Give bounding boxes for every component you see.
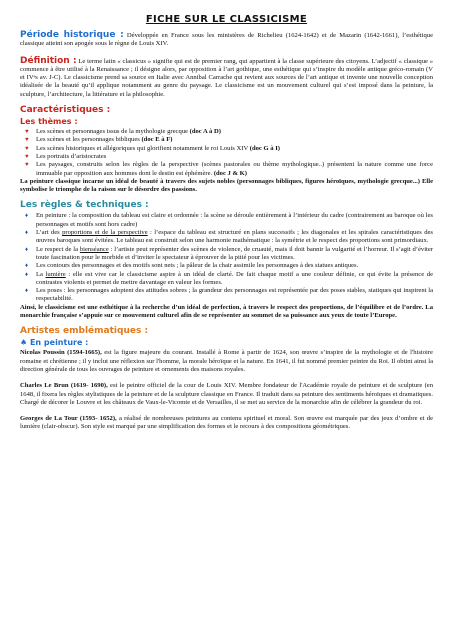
list-item: ♥ Les scènes et personnages issus de la mythologie grecque (doc A à D) [25,128,221,136]
list-item: ♥ Les scènes historiques et allégoriques qui glorifient notamment le roi Louis XIV (doc G à I) [25,144,280,152]
artist-name: Georges de La Tour (1593- 1652), [20,415,117,423]
heart-icon: ♥ [25,145,29,152]
list-item: ♦ Les contours des personnages et des motifs sont nets ; la pâleur de la chair assimile les personnages à des statues antiques. [25,262,359,270]
artistes-heading: Artistes emblématiques : [20,326,149,337]
themes-list [20,128,433,178]
list-item: ♥ Les scènes et les personnages bibliques (doc E à F) [25,136,173,144]
periode-heading: Période historique : [20,30,124,40]
diamond-icon: ♦ [25,230,29,237]
definition-paragraph [20,57,433,99]
diamond-icon: ♦ [25,213,29,220]
heart-icon: ♥ [25,137,29,144]
diamond-icon: ♦ [25,271,29,278]
regles-summary: Ainsi, le classicisme est une esthétique à la recherche d’un idéal de perfection, à travers le respect des proportions, de l’équilibre et de l’ordre. La monarchie française s’appuie sur ce mouvement culturel afin de se représenter au sommet de sa puissance aux yeux de toute l’Europe. [20,303,433,320]
definition-text: Le terme latin « classicus » signifie qui est de premier rang, qui appartient à la classe supérieure des citoyens. L’adjectif « classique » commence à être utilisé à la Renaissance ; il désigne alors, par opposition à l’art gothique, une esthétique qui s’inspire du modèle antique gréco-romain (V et IVᵉs av. J-C). Le classicisme prend sa source en Italie avec Annibal Carrache qui revient aux sources de l’art antique et invente une nouvelle conception idéalisée de la beauté qu’il applique notamment au genre du paysage. Le classicisme est un mouvement culturel qui s’est imposé dans la peinture, la sculpture, l’architecture, la littérature et la philosophie. [20,57,433,98]
spade-icon: ♠ [20,338,28,348]
artist-entry: Charles Le Brun (1619- 1690), est le peintre officiel de la cour de Louis XIV. Membre fondateur de l'Académie royale de peinture et de sculpture (en 1648, il fixera les règles stylistiques de la peinture et de la sculpture classique en France. Il traduit dans sa peinture des sentiments héroïques et dramatiques. Chargé de décorer le Louvre et les châteaux de Vaux-le-Vicomte et de Versailles, il se met au service de la monarchie afin de célébrer la grandeur du roi. [20,382,434,406]
list-item: ♥ Les paysages, construits selon les règles de la perspective (scènes pastorales ou thème mythologique..) présentent la nature comme une force immuable par opposition aux hommes dont le destin est éphémère. (doc J & K) [25,161,433,177]
caracteristiques-heading: Caractéristiques : [20,105,111,116]
periode-text: Développée en France sous les ministères de Richelieu (1624-1642) et de Mazarin (1642-1661), l’esthétique classique atteint son apogée sous le règne de Louis XIV. [20,32,433,48]
list-item: ♦ En peinture : la composition du tableau est claire et ordonnée : la scène se déroule entièrement à l’intérieur du cadre (contrairement au baroque où les personnages et motifs sont hors cadre) [25,212,433,228]
page-title: FICHE SUR LE CLASSICISME [145,14,308,25]
list-item: ♦ L’art des proportions et de la perspective : l’espace du tableau est structuré en plans successifs ; les diagonales et les spirales caractéristiques des œuvres baroques sont évitées. Le tableau est construit selon une harmonie mathématique : la symétrie et le respect des proportions sont primordiaux. [25,229,433,245]
peinture-heading: ♠ En peinture : [20,338,89,348]
themes-summary: La peinture classique incarne un idéal de beauté à travers des sujets nobles (personnages bibliques, figures héroïques, mythologie grecque...) Elle symbolise le triomphe de la raison sur le désordre des passions. [20,177,433,194]
list-item: ♦ Le respect de la bienséance : l’artiste peut représenter des scènes de violence, de cruauté, mais il doit bannir la vulgarité et l’horreur. Il s’agit d’éviter toute fascination pour le morbide et d’inviter le spectateur à éprouver de la pitié pour les victimes. [25,245,433,261]
artist-name: Charles Le Brun (1619- 1690), [20,382,108,390]
diamond-icon: ♦ [25,288,29,295]
diamond-icon: ♦ [25,246,29,253]
regles-heading: Les règles & techniques : [20,200,149,211]
heart-icon: ♥ [25,162,29,169]
list-item: ♦ Les poses : les personnages adoptent des attitudes sobres ; la grandeur des personnages est représentée par des poses stables, statiques qui inspirent la respectabilité. [25,287,433,303]
artist-entry: Georges de La Tour (1593- 1652), a réalisé de nombreuses peintures au contenu spirituel et moral. Son œuvre est marquée par des jeux d’ombre et de lumière (clair-obscur). Son style est marqué par une simplification des formes et le recours à des compositions géométriques. [20,415,433,431]
periode-paragraph [20,31,433,49]
list-item: ♦ La lumière : elle est vive car le classicisme aspire à un idéal de clarté. De fait chaque motif a une couleur définie, ce qui évite la présence de contrastes violents et permet de mettre davantage en valeur les formes. [25,270,433,286]
heart-icon: ♥ [25,129,29,136]
themes-heading: Les thèmes : [20,117,78,127]
definition-heading: Définition : [20,55,77,66]
heart-icon: ♥ [25,153,29,160]
diamond-icon: ♦ [25,263,29,270]
artist-entry: Nicolas Poussin (1594-1665), est la figure majeure du courant. Installé à Rome à partir de 1624, son œuvre s’inspire de la mythologie et de l'histoire romaine et chrétienne ; il y inclut une réflexion sur l'homme, la morale héroïque et la nature. En 1641, il fut nommé premier peintre du Roi. Il obtint ainsi la direction générale de tous les ouvrages de peinture et ornements des maisons royales. [20,349,433,373]
list-item: ♥ Les portraits d’aristocrates [25,152,107,160]
artist-name: Nicolas Poussin (1594-1665), [20,349,102,357]
regles-list [20,212,433,303]
